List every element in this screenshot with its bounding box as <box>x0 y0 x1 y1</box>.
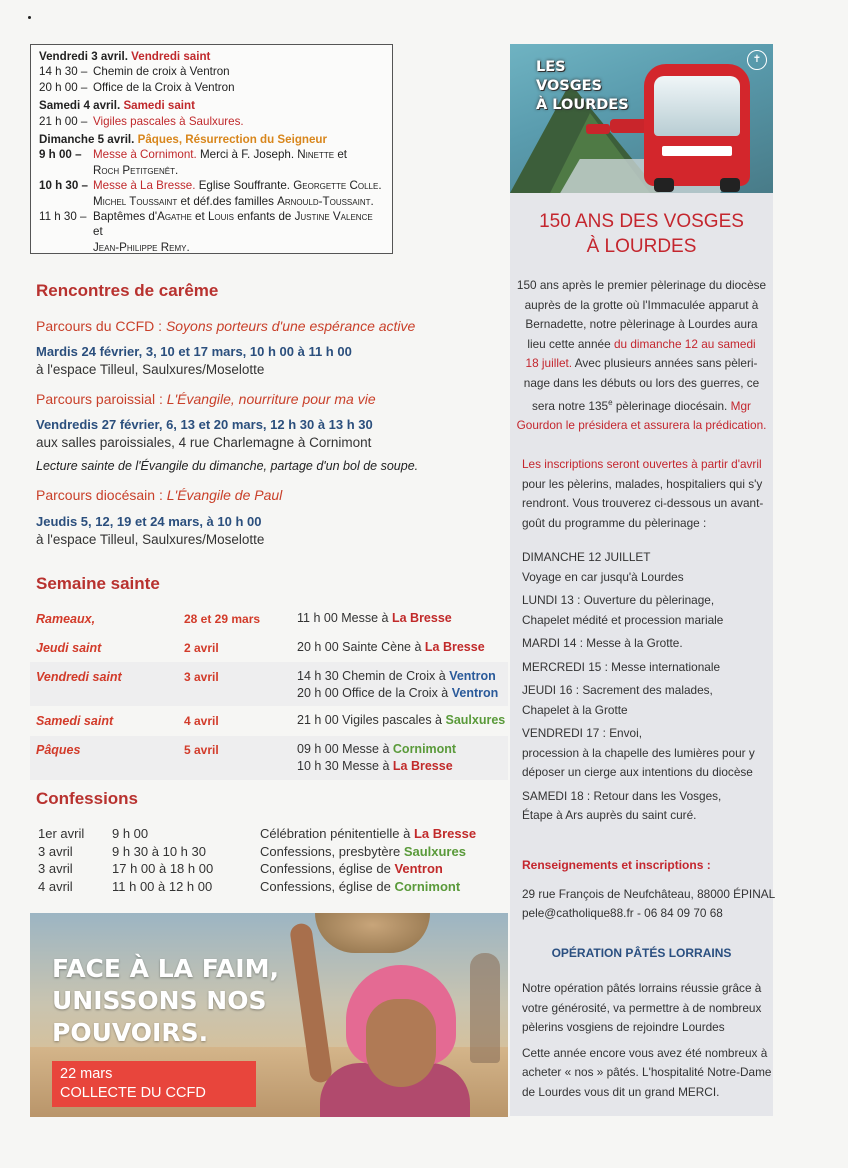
parcours-diocesain-dates: Jeudis 5, 12, 19 et 24 mars, à 10 h 00 <box>36 514 262 529</box>
semaine-date: 3 avril <box>184 670 219 684</box>
holy-week-schedule-box <box>30 44 393 254</box>
semaine-date: 5 avril <box>184 743 219 757</box>
bus-icon <box>644 64 750 186</box>
ccfd-slogan: FACE À LA FAIM, UNISSONS NOS POUVOIRS. <box>52 954 279 1047</box>
schedule-row: 11 h 30 – Baptêmes d'Agathe et Louis enfants de Justine Valence et Jean-Philippe Remy. <box>39 210 373 254</box>
confession-row: 3 avril 17 h 00 à 18 h 00 Confessions, église de Ventron <box>38 861 443 876</box>
semaine-title: Semaine sainte <box>36 574 160 593</box>
programme-day: MERCREDI 15 : Messe internationale <box>522 659 721 674</box>
semaine-day: Vendredi saint <box>36 670 122 684</box>
schedule-row: 14 h 30 – Chemin de croix à Ventron <box>39 65 230 79</box>
lourdes-logo: LES VOSGES À LOURDES <box>536 59 629 113</box>
confession-row: 1er avril 9 h 00 Célébration pénitentielle à La Bresse <box>38 826 477 841</box>
water-pot <box>315 913 430 953</box>
semaine-day: Jeudi saint <box>36 641 102 655</box>
confessions-title: Confessions <box>36 789 139 808</box>
parcours-diocesain: Parcours diocésain : L'Évangile de Paul <box>36 487 283 503</box>
sunday-heading: Dimanche 5 avril. Pâques, Résurrection du Seigneur <box>39 133 328 147</box>
lourdes-programme <box>522 548 772 826</box>
renseignements-contact: pele@catholique88.fr - 06 84 09 70 68 <box>522 906 723 920</box>
lourdes-inscriptions: Les inscriptions seront ouvertes à partir d'avril pour les pèlerins, malades, hospitaliers qui s'y rendront. Vous trouverez ci-dessous un avant- goût du programme du pèlerinage : <box>522 457 764 530</box>
schedule-row: 10 h 30 – Messe à La Bresse. Eglise Souffrante. Georgette Colle. Michel Toussaint et déf.des familles Arnould-Toussaint. <box>39 179 382 208</box>
page-dot <box>28 16 31 19</box>
programme-day: SAMEDI 18 : Retour dans les Vosges, Étape à Ars auprès du saint curé. <box>522 788 722 822</box>
parcours-paroissial: Parcours paroissial : L'Évangile, nourriture pour ma vie <box>36 391 376 407</box>
parcours-ccfd: Parcours du CCFD : Soyons porteurs d'une espérance active <box>36 318 416 334</box>
semaine-date: 4 avril <box>184 714 219 728</box>
confession-row: 4 avril 11 h 00 à 12 h 00 Confessions, église de Cornimont <box>38 878 461 894</box>
programme-day: DIMANCHE 12 JUILLET Voyage en car jusqu'à Lourdes <box>522 550 684 584</box>
saturday-heading: Samedi 4 avril. Samedi saint <box>39 99 195 113</box>
semaine-event: 11 h 00 Messe à La Bresse <box>297 611 452 625</box>
schedule-row: 21 h 00 – Vigiles pascales à Saulxures. <box>39 114 244 128</box>
semaine-event: 09 h 00 Messe à Cornimont 10 h 30 Messe à La Bresse <box>297 742 457 773</box>
lourdes-title: 150 ANS DES VOSGES À LOURDES <box>539 211 744 257</box>
lourdes-intro: 150 ans après le premier pèlerinage du diocèse auprès de la grotte où l'Immaculée apparut à Bernadette, notre pèlerinage à Lourdes aura lieu cette année du dimanche 12 au samedi 18 juillet. Avec plusieurs années sans pèleri- nage dans les débuts ou lors des guerres, ce sera notre 135e pèlerinage diocésain. Mgr Gourdon le présidera et assurera la prédication. <box>516 278 767 433</box>
ccfd-collecte-tag: 22 mars COLLECTE DU CCFD <box>52 1061 256 1107</box>
operation-pates-text: Notre opération pâtés lorrains réussie grâce à votre générosité, va permettre à de nombreux pèlerins vosgiens de rejoindre Lourdes Cette année encore vous avez été nombreux à acheter « nos » pâtés. L'hospitalité Notre-Dame de Lourdes vous dit un grand MERCI. <box>522 981 772 1099</box>
woman-face <box>366 999 436 1087</box>
confessions-table <box>38 825 476 895</box>
programme-day: LUNDI 13 : Ouverture du pèlerinage, Chapelet médité et procession mariale <box>522 593 724 627</box>
careme-title: Rencontres de carême <box>36 281 219 300</box>
programme-day: MARDI 14 : Messe à la Grotte. <box>522 636 683 650</box>
confession-row: 3 avril 9 h 30 à 10 h 30 Confessions, presbytère Saulxures <box>38 843 466 859</box>
parcours-diocesain-place: à l'espace Tilleul, Saulxures/Moselotte <box>36 532 265 547</box>
semaine-day: Rameaux, <box>36 612 96 626</box>
parcours-paroissial-dates: Vendredis 27 février, 6, 13 et 20 mars, 12 h 30 à 13 h 30 <box>36 417 373 432</box>
programme-day: VENDREDI 17 : Envoi, procession à la chapelle des lumières pour y déposer un cierge aux intentions du diocèse <box>522 726 755 779</box>
schedule-row: 20 h 00 – Office de la Croix à Ventron <box>39 80 235 94</box>
background-figure <box>470 953 500 1063</box>
semaine-date: 2 avril <box>184 641 219 655</box>
dove-icon: ✝ <box>747 50 767 70</box>
semaine-event: 14 h 30 Chemin de Croix à Ventron 20 h 00 Office de la Croix à Ventron <box>297 669 499 700</box>
programme-day: JEUDI 16 : Sacrement des malades, Chapelet à la Grotte <box>522 683 713 717</box>
friday-heading: Vendredi 3 avril. Vendredi saint <box>39 50 211 63</box>
semaine-day: Samedi saint <box>36 714 114 728</box>
ccfd-banner <box>30 913 508 1117</box>
parcours-paroissial-note: Lecture sainte de l'Évangile du dimanche, partage d'un bol de soupe. <box>36 459 419 473</box>
renseignements-address: 29 rue François de Neufchâteau, 88000 ÉPINAL <box>522 887 776 901</box>
semaine-event: 20 h 00 Sainte Cène à La Bresse <box>297 640 485 654</box>
schedule-row: 9 h 00 – Messe à Cornimont. Merci à F. Joseph. Ninette et Roch Petitgenêt. <box>39 148 348 177</box>
parcours-ccfd-place: à l'espace Tilleul, Saulxures/Moselotte <box>36 362 265 377</box>
lourdes-bus-image <box>510 44 773 193</box>
operation-pates-title: OPÉRATION PÂTÉS LORRAINS <box>551 946 732 960</box>
parcours-paroissial-place: aux salles paroissiales, 4 rue Charlemagne à Cornimont <box>36 435 372 450</box>
semaine-date: 28 et 29 mars <box>184 612 261 626</box>
semaine-event: 21 h 00 Vigiles pascales à Saulxures <box>297 713 506 727</box>
semaine-day: Pâques <box>36 743 81 757</box>
parcours-ccfd-dates: Mardis 24 février, 3, 10 et 17 mars, 10 h 00 à 11 h 00 <box>36 344 352 359</box>
renseignements-title: Renseignements et inscriptions : <box>522 858 711 872</box>
